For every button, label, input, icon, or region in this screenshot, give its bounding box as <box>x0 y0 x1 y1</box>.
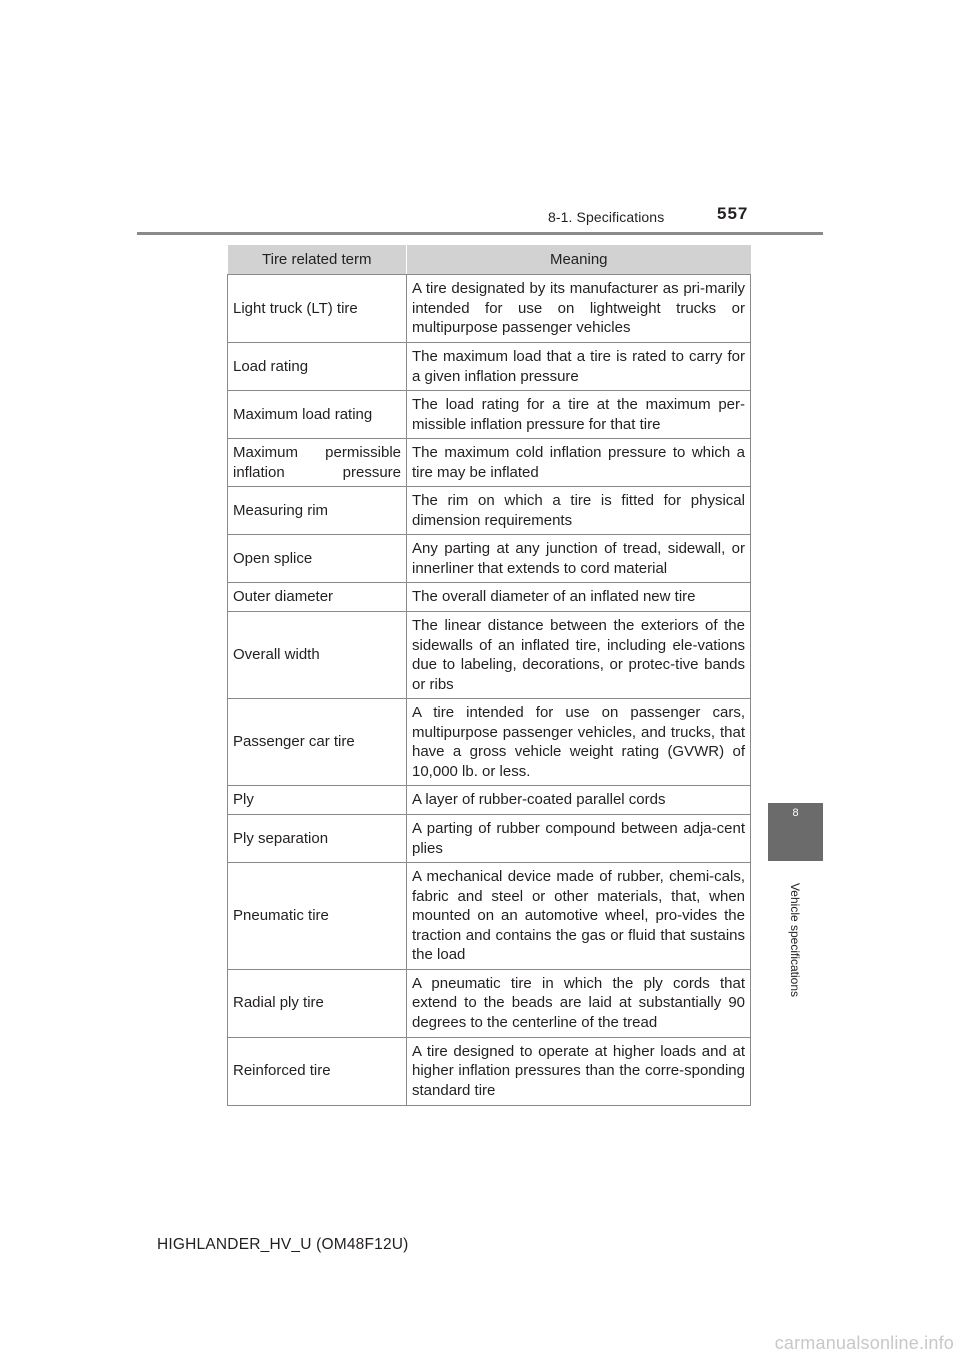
watermark: carmanualsonline.info <box>774 1333 954 1353</box>
table-row <box>228 535 751 583</box>
meaning-cell: The maximum cold inflation pressure to which a tire may be inflated <box>407 439 751 487</box>
meaning-cell: The overall diameter of an inflated new tire <box>407 583 751 612</box>
table-row <box>228 1037 751 1105</box>
term-cell: Ply separation <box>228 815 407 863</box>
table-row <box>228 391 751 439</box>
table-row <box>228 487 751 535</box>
table-header-row <box>228 245 751 275</box>
meaning-cell: A tire designed to operate at higher loads and at higher inflation pressures than the corre-sponding standard tire <box>407 1037 751 1105</box>
table-row <box>228 439 751 487</box>
term-cell: Open splice <box>228 535 407 583</box>
table-row <box>228 815 751 863</box>
table-row <box>228 969 751 1037</box>
header-meaning: Meaning <box>407 245 751 275</box>
term-cell: Pneumatic tire <box>228 863 407 970</box>
page-number: 557 <box>717 204 749 223</box>
term-cell: Overall width <box>228 612 407 699</box>
meaning-cell: The load rating for a tire at the maximum per-missible inflation pressure for that tire <box>407 391 751 439</box>
section-title: 8-1. Specifications <box>548 209 665 225</box>
term-cell: Maximum permissible inflation pressure <box>228 439 407 487</box>
meaning-cell: Any parting at any junction of tread, sidewall, or innerliner that extends to cord material <box>407 535 751 583</box>
meaning-cell: The maximum load that a tire is rated to carry for a given inflation pressure <box>407 343 751 391</box>
footer-model: HIGHLANDER_HV_U (OM48F12U) <box>157 1236 409 1253</box>
term-cell: Light truck (LT) tire <box>228 275 407 343</box>
chapter-number: 8 <box>792 807 799 819</box>
term-cell: Outer diameter <box>228 583 407 612</box>
table-row <box>228 786 751 815</box>
header-rule <box>137 232 823 235</box>
meaning-cell: A mechanical device made of rubber, chemi-cals, fabric and steel or other materials, that, when mounted on an automotive wheel, pro-vides the traction and contains the gas or fluid that sustains the load <box>407 863 751 970</box>
tire-terms-table <box>227 245 751 1106</box>
table-row <box>228 612 751 699</box>
term-cell: Passenger car tire <box>228 699 407 786</box>
table-row <box>228 583 751 612</box>
term-cell: Ply <box>228 786 407 815</box>
chapter-tab[interactable] <box>768 803 823 861</box>
term-cell: Load rating <box>228 343 407 391</box>
table-row <box>228 863 751 970</box>
term-cell: Reinforced tire <box>228 1037 407 1105</box>
header-term: Tire related term <box>228 245 407 275</box>
term-cell: Radial ply tire <box>228 969 407 1037</box>
term-cell: Measuring rim <box>228 487 407 535</box>
meaning-cell: A layer of rubber-coated parallel cords <box>407 786 751 815</box>
chapter-label: Vehicle specifications <box>788 882 802 998</box>
meaning-cell: The linear distance between the exteriors of the sidewalls of an inflated tire, including ele-vations due to labeling, decorations, or protec-tive bands or ribs <box>407 612 751 699</box>
table-row <box>228 275 751 343</box>
meaning-cell: A tire intended for use on passenger cars, multipurpose passenger vehicles, and trucks, that have a gross vehicle weight rating (GVWR) of 10,000 lb. or less. <box>407 699 751 786</box>
term-cell: Maximum load rating <box>228 391 407 439</box>
table-row <box>228 699 751 786</box>
meaning-cell: A parting of rubber compound between adja-cent plies <box>407 815 751 863</box>
meaning-cell: A tire designated by its manufacturer as pri-marily intended for use on lightweight trucks or multipurpose passenger vehicles <box>407 275 751 343</box>
meaning-cell: A pneumatic tire in which the ply cords that extend to the beads are laid at substantially 90 degrees to the centerline of the tread <box>407 969 751 1037</box>
table-row <box>228 343 751 391</box>
meaning-cell: The rim on which a tire is fitted for physical dimension requirements <box>407 487 751 535</box>
